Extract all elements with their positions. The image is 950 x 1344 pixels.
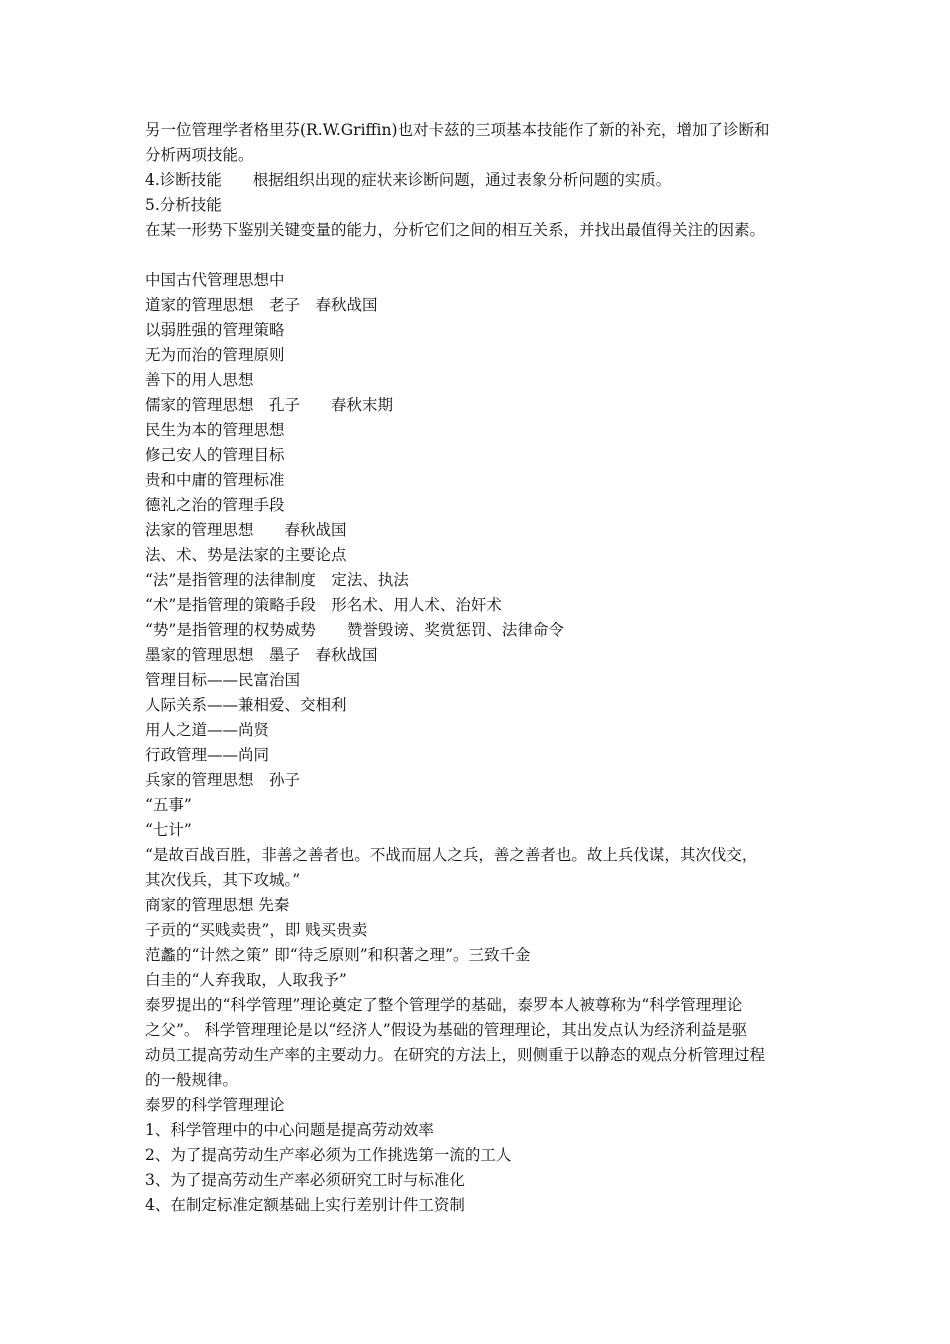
text-line: 3、为了提高劳动生产率必须研究工时与标准化	[145, 1171, 465, 1189]
text-line: 墨家的管理思想 墨子 春秋战国	[145, 646, 378, 664]
text-line: 德礼之治的管理手段	[145, 496, 285, 514]
text-line: “七计”	[145, 821, 192, 839]
text-line: 行政管理——尚同	[145, 746, 270, 764]
text-line: 5.分析技能	[145, 196, 222, 214]
text-line: 子贡的“买贱卖贵”，即 贱买贵卖	[145, 921, 368, 939]
text-line: 的一般规律。	[145, 1071, 239, 1089]
text-line: 4、在制定标准定额基础上实行差别计件工资制	[145, 1196, 465, 1214]
text-line: 泰罗的科学管理理论	[145, 1096, 285, 1114]
text-line: 商家的管理思想 先秦	[145, 896, 290, 914]
text-line: 其次伐兵，其下攻城。”	[145, 871, 301, 889]
text-line: 道家的管理思想 老子 春秋战国	[145, 296, 378, 314]
text-line: 兵家的管理思想 孙子	[145, 771, 301, 789]
text-line: 无为而治的管理原则	[145, 346, 285, 364]
text-line: “五事”	[145, 796, 192, 814]
text-line: “是故百战百胜，非善之善者也。不战而屈人之兵，善之善者也。故上兵伐谋，其次伐交，	[145, 846, 758, 864]
text-line: 泰罗提出的“科学管理”理论奠定了整个管理学的基础，泰罗本人被尊称为“科学管理理论	[145, 996, 743, 1014]
text-line: 以弱胜强的管理策略	[145, 321, 285, 339]
text-line: 修己安人的管理目标	[145, 446, 285, 464]
text-line: 民生为本的管理思想	[145, 421, 285, 439]
text-line: 人际关系——兼相爱、交相利	[145, 696, 347, 714]
text-line: 动员工提高劳动生产率的主要动力。在研究的方法上，则侧重于以静态的观点分析管理过程	[145, 1046, 766, 1064]
text-line: 中国古代管理思想中	[145, 271, 285, 289]
text-line: “术”是指管理的策略手段 形名术、用人术、治奸术	[145, 596, 502, 614]
text-line: 在某一形势下鉴别关键变量的能力，分析它们之间的相互关系，并找出最值得关注的因素。	[145, 221, 766, 239]
text-line: 之父”。 科学管理理论是以“经济人”假设为基础的管理理论，其出发点认为经济利益是驱	[145, 1021, 748, 1039]
text-line: 贵和中庸的管理标准	[145, 471, 285, 489]
text-line: “势”是指管理的权势威势 赞誉毁谤、奖赏惩罚、法律命令	[145, 621, 564, 639]
document-body	[145, 118, 811, 1218]
text-line: 法、术、势是法家的主要论点	[145, 546, 347, 564]
blank-line	[145, 243, 811, 268]
text-line: 善下的用人思想	[145, 371, 254, 389]
text-line: 管理目标——民富治国	[145, 671, 301, 689]
text-line: 用人之道——尚贤	[145, 721, 270, 739]
text-line: 儒家的管理思想 孔子 春秋末期	[145, 396, 394, 414]
text-line: 法家的管理思想 春秋战国	[145, 521, 347, 539]
text-line: 1、科学管理中的中心问题是提高劳动效率	[145, 1121, 434, 1139]
text-line: 分析两项技能。	[145, 146, 254, 164]
text-line: 白圭的“人弃我取，人取我予”	[145, 971, 347, 989]
text-line: 4.诊断技能 根据组织出现的症状来诊断问题，通过表象分析问题的实质。	[145, 171, 672, 189]
text-line: 范蠡的“计然之策” 即“待乏原则”和积著之理”。三致千金	[145, 946, 531, 964]
text-line: 另一位管理学者格里芬(R.W.Griffin)也对卡兹的三项基本技能作了新的补充，增加了诊断和	[145, 121, 770, 139]
text-line: “法”是指管理的法律制度 定法、执法	[145, 571, 409, 589]
text-line: 2、为了提高劳动生产率必须为工作挑选第一流的工人	[145, 1146, 512, 1164]
